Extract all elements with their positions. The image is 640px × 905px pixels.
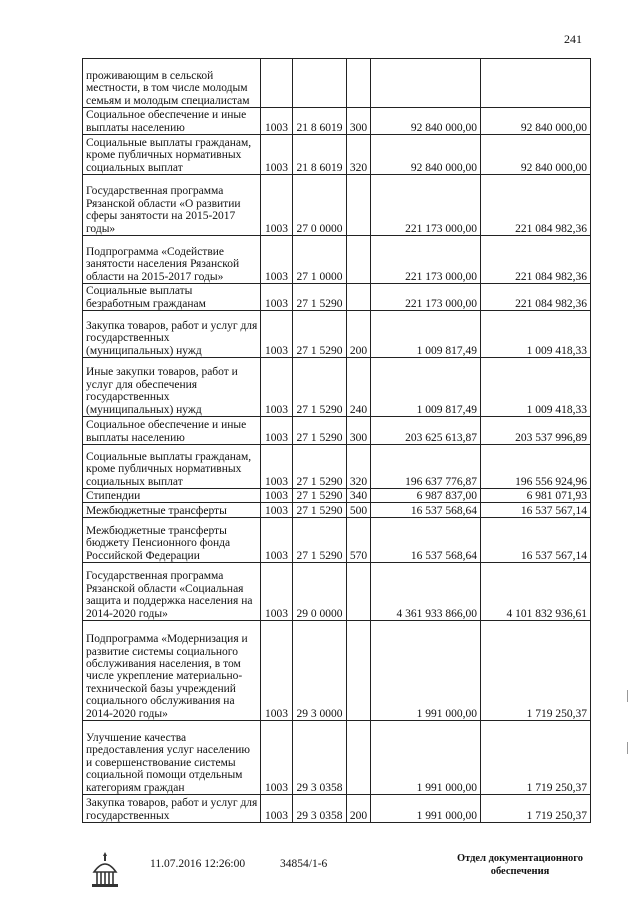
table-row	[83, 621, 591, 721]
footer-datetime: 11.07.2016 12:26:00	[150, 858, 246, 870]
row-name: Закупка товаров, работ и услуг для государственных	[83, 795, 261, 823]
row-name: Иные закупки товаров, работ и услуг для обеспечения государственных (муниципальных) нужд	[83, 358, 261, 417]
row-name: Закупка товаров, работ и услуг для государственных (муниципальных) нужд	[83, 311, 261, 358]
row-actual: 221 084 982,36	[481, 236, 591, 284]
row-section: 1003	[261, 135, 293, 175]
row-section: 1003	[261, 503, 293, 518]
table-row	[83, 236, 591, 284]
row-plan: 92 840 000,00	[371, 135, 481, 175]
table-row	[83, 358, 591, 417]
emblem-icon	[88, 850, 122, 890]
row-plan: 1 991 000,00	[371, 795, 481, 823]
row-name: Социальное обеспечение и иные выплаты населению	[83, 108, 261, 135]
row-name: проживающим в сельской местности, в том числе молодым семьям и молодым специалистам	[83, 59, 261, 108]
budget-table	[82, 58, 591, 823]
row-actual: 16 537 567,14	[481, 503, 591, 518]
row-vr	[347, 236, 371, 284]
row-actual: 92 840 000,00	[481, 135, 591, 175]
row-actual: 221 084 982,36	[481, 175, 591, 236]
row-plan: 16 537 568,64	[371, 503, 481, 518]
table-row	[83, 795, 591, 823]
row-section: 1003	[261, 795, 293, 823]
row-target: 27 1 5290	[293, 445, 347, 489]
row-vr: 240	[347, 358, 371, 417]
row-section: 1003	[261, 108, 293, 135]
row-vr	[347, 721, 371, 795]
footer-department	[440, 852, 600, 878]
row-section: 1003	[261, 236, 293, 284]
row-vr: 320	[347, 445, 371, 489]
row-actual: 196 556 924,96	[481, 445, 591, 489]
table-row	[83, 284, 591, 311]
table-row	[83, 108, 591, 135]
row-target	[293, 59, 347, 108]
row-actual	[481, 59, 591, 108]
row-vr	[347, 563, 371, 621]
row-plan	[371, 59, 481, 108]
row-name: Стипендии	[83, 489, 261, 503]
row-target: 27 1 5290	[293, 358, 347, 417]
row-target: 27 1 5290	[293, 417, 347, 445]
row-name: Социальное обеспечение и иные выплаты населению	[83, 417, 261, 445]
footer-dept-line1: Отдел документационного	[456, 853, 584, 864]
row-plan: 4 361 933 866,00	[371, 563, 481, 621]
table-row	[83, 445, 591, 489]
row-section: 1003	[261, 417, 293, 445]
row-target: 27 1 5290	[293, 489, 347, 503]
table-row	[83, 489, 591, 503]
footer-doc-number: 34854/1-6	[280, 858, 328, 870]
row-name: Улучшение качества предоставления услуг населению и совершенствование системы социальной помощи отдельным категориям граждан	[83, 721, 261, 795]
scan-edge-mark	[627, 690, 628, 702]
row-actual: 4 101 832 936,61	[481, 563, 591, 621]
row-section: 1003	[261, 445, 293, 489]
row-section: 1003	[261, 175, 293, 236]
row-name: Межбюджетные трансферты бюджету Пенсионного фонда Российской Федерации	[83, 518, 261, 563]
table-row	[83, 721, 591, 795]
row-plan: 221 173 000,00	[371, 236, 481, 284]
row-name: Государственная программа Рязанской области «О развитии сферы занятости на 2015-2017 годы»	[83, 175, 261, 236]
row-section: 1003	[261, 621, 293, 721]
row-vr: 320	[347, 135, 371, 175]
row-section: 1003	[261, 563, 293, 621]
footer-dept-line2: обеспечения	[490, 866, 550, 877]
row-target: 29 3 0358	[293, 795, 347, 823]
row-vr	[347, 284, 371, 311]
row-actual: 221 084 982,36	[481, 284, 591, 311]
row-plan: 92 840 000,00	[371, 108, 481, 135]
row-vr: 300	[347, 417, 371, 445]
page-number: 241	[564, 32, 582, 46]
table-row	[83, 518, 591, 563]
row-name: Социальные выплаты гражданам, кроме публичных нормативных социальных выплат	[83, 135, 261, 175]
row-actual: 1 009 418,33	[481, 358, 591, 417]
table-row	[83, 59, 591, 108]
row-vr: 570	[347, 518, 371, 563]
row-target: 27 1 5290	[293, 284, 347, 311]
row-section: 1003	[261, 358, 293, 417]
row-plan: 221 173 000,00	[371, 284, 481, 311]
row-target: 29 0 0000	[293, 563, 347, 621]
row-target: 29 3 0000	[293, 621, 347, 721]
row-vr: 340	[347, 489, 371, 503]
row-actual: 1 719 250,37	[481, 795, 591, 823]
row-name: Межбюджетные трансферты	[83, 503, 261, 518]
row-plan: 196 637 776,87	[371, 445, 481, 489]
row-vr	[347, 621, 371, 721]
row-name: Государственная программа Рязанской области «Социальная защита и поддержка населения на 2014-2020 годы»	[83, 563, 261, 621]
row-actual: 6 981 071,93	[481, 489, 591, 503]
row-actual: 203 537 996,89	[481, 417, 591, 445]
row-target: 27 1 5290	[293, 518, 347, 563]
row-vr: 300	[347, 108, 371, 135]
row-plan: 1 009 817,49	[371, 311, 481, 358]
table-row	[83, 311, 591, 358]
row-name: Социальные выплаты безработным гражданам	[83, 284, 261, 311]
table-row	[83, 503, 591, 518]
row-vr	[347, 59, 371, 108]
table-row	[83, 563, 591, 621]
row-plan: 1 991 000,00	[371, 621, 481, 721]
table-row	[83, 417, 591, 445]
row-target: 21 8 6019	[293, 135, 347, 175]
row-vr: 200	[347, 311, 371, 358]
row-plan: 16 537 568,64	[371, 518, 481, 563]
row-name: Подпрограмма «Содействие занятости населения Рязанской области на 2015-2017 годы»	[83, 236, 261, 284]
row-plan: 203 625 613,87	[371, 417, 481, 445]
row-target: 27 1 5290	[293, 311, 347, 358]
row-section: 1003	[261, 489, 293, 503]
row-target: 21 8 6019	[293, 108, 347, 135]
row-actual: 16 537 567,14	[481, 518, 591, 563]
row-plan: 1 991 000,00	[371, 721, 481, 795]
row-section: 1003	[261, 311, 293, 358]
row-target: 27 1 0000	[293, 236, 347, 284]
row-section: 1003	[261, 721, 293, 795]
row-vr: 500	[347, 503, 371, 518]
row-section	[261, 59, 293, 108]
row-plan: 1 009 817,49	[371, 358, 481, 417]
row-actual: 1 719 250,37	[481, 721, 591, 795]
row-target: 29 3 0358	[293, 721, 347, 795]
row-plan: 6 987 837,00	[371, 489, 481, 503]
row-name: Социальные выплаты гражданам, кроме публичных нормативных социальных выплат	[83, 445, 261, 489]
table-row	[83, 135, 591, 175]
row-target: 27 1 5290	[293, 503, 347, 518]
row-target: 27 0 0000	[293, 175, 347, 236]
row-plan: 221 173 000,00	[371, 175, 481, 236]
row-name: Подпрограмма «Модернизация и развитие системы социального обслуживания населения, в том числе укрепление материально-технической базы учреждений социального обслуживания на 2014-2020 годы»	[83, 621, 261, 721]
scan-edge-mark	[627, 742, 628, 754]
row-actual: 1 009 418,33	[481, 311, 591, 358]
table-row	[83, 175, 591, 236]
row-vr: 200	[347, 795, 371, 823]
row-section: 1003	[261, 518, 293, 563]
row-vr	[347, 175, 371, 236]
row-actual: 1 719 250,37	[481, 621, 591, 721]
row-actual: 92 840 000,00	[481, 108, 591, 135]
row-section: 1003	[261, 284, 293, 311]
